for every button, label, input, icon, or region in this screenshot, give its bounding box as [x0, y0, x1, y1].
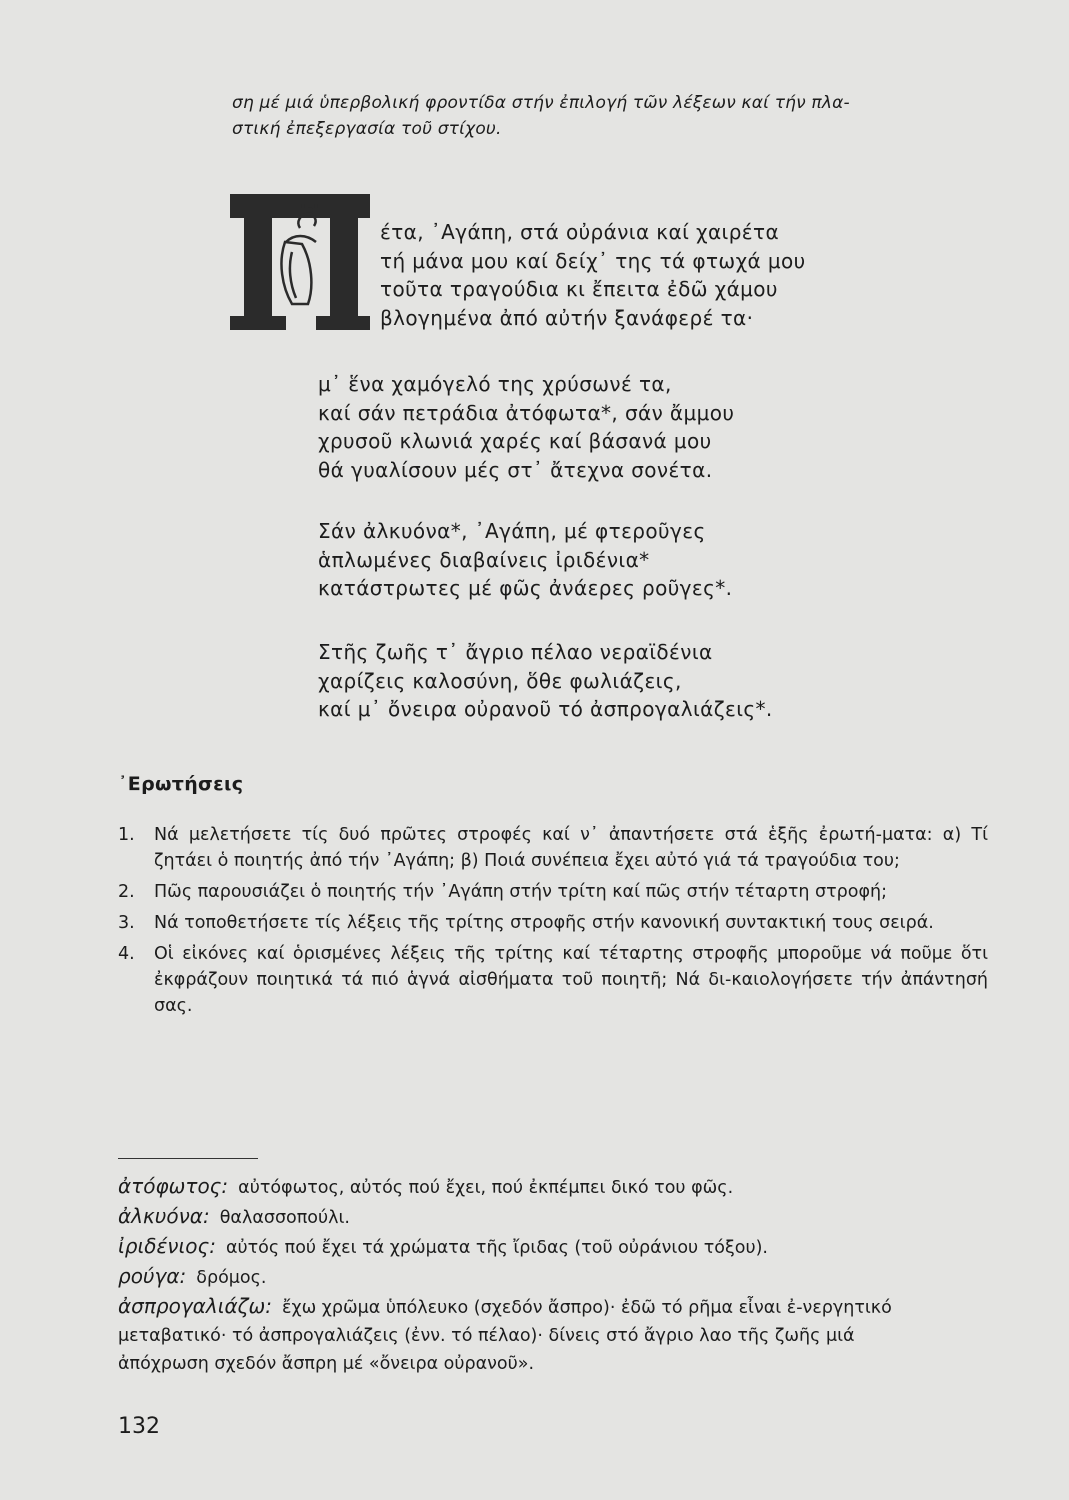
- glossary-term: ἰριδένιος:: [118, 1234, 216, 1258]
- verse-line: τή μάνα μου καί δείχ᾿ της τά φτωχά μου: [380, 248, 806, 273]
- question-text: Νά τοποθετήσετε τίς λέξεις τῆς τρίτης στροφῆς στήν κανονική συντακτική τους σειρά.: [154, 913, 934, 933]
- glossary-term: ἀλκυόνα:: [118, 1204, 210, 1228]
- question-item: [118, 910, 988, 936]
- question-number: 4.: [118, 944, 135, 964]
- glossary-entry: [118, 1232, 918, 1262]
- question-number: 1.: [118, 825, 135, 845]
- question-text: Πῶς παρουσιάζει ὁ ποιητής τήν ᾿Αγάπη στήν τρίτη καί πῶς στήν τέταρτη στροφή;: [154, 882, 887, 902]
- verse-line: μ᾿ ἕνα χαμόγελό της χρύσωνέ τα,: [318, 372, 672, 396]
- glossary-entry: [118, 1292, 918, 1378]
- question-item: [118, 941, 988, 1019]
- glossary-definition: δρόμος.: [196, 1268, 267, 1288]
- verse-line: Στῆς ζωῆς τ᾿ ἄγριο πέλαο νεραϊδένια: [318, 640, 713, 664]
- glossary-entry: [118, 1262, 918, 1292]
- glossary-definition: αὐτός πού ἔχει τά χρώματα τῆς ἴριδας (τοῦ οὐράνιου τόξου).: [225, 1238, 768, 1258]
- verse-line: καί σάν πετράδια ἀτόφωτα*, σάν ἄμμου: [318, 400, 735, 425]
- glossary-entry: [118, 1202, 918, 1232]
- questions-list: [118, 822, 988, 1024]
- question-number: 3.: [118, 913, 135, 933]
- verse-line: κατάστρωτες μέ φῶς ἀνάερες ροῦγες*.: [318, 576, 733, 600]
- glossary-definition: ἔχω χρῶμα ὑπόλευκο (σχεδόν ἄσπρο)· ἐδῶ τό ρῆμα εἶναι ἐ-νεργητικό μεταβατικό· τό ἀσπρογαλιάζεις (ἐνν. τό πέλαο)· δίνεις στό ἄγριο λαο τῆς ζωῆς μιά ἀπόχρωση σχεδόν ἄσπρη μέ «ὄνειρα οὐρανοῦ».: [118, 1298, 892, 1374]
- verse-line: έτα, ᾿Αγάπη, στά οὐράνια καί χαιρέτα: [380, 220, 780, 244]
- footnote-divider: [118, 1158, 258, 1159]
- verse-line: βλογημένα ἀπό αὐτήν ξανάφερέ τα·: [380, 305, 754, 330]
- glossary-term: ρούγα:: [118, 1264, 187, 1288]
- verse-line: ἁπλωμένες διαβαίνεις ἰριδένια*: [318, 547, 650, 572]
- page-number: 132: [118, 1414, 160, 1439]
- question-text: Νά μελετήσετε τίς δυό πρῶτες στροφές καί ν᾿ ἀπαντήσετε στά ἑξῆς ἐρωτή-ματα: α) Τί ζητάει ὁ ποιητής ἀπό τήν ᾿Αγάπη; β) Ποιά συνέπεια ἔχει αὐτό γιά τά τραγούδια του;: [154, 825, 988, 871]
- verse-line: χρυσοῦ κλωνιά χαρές καί βάσανά μου: [318, 429, 712, 453]
- intro-line: ση μέ μιά ὑπερβολική φροντίδα στήν ἐπιλογή τῶν λέξεων καί τήν πλα-: [232, 93, 850, 113]
- dropcap-pi-ornament: [230, 192, 370, 332]
- poem-stanza-4: [318, 638, 773, 724]
- poem-stanza-3: [318, 517, 732, 603]
- verse-line: Σάν ἀλκυόνα*, ᾿Αγάπη, μέ φτεροῦγες: [318, 519, 706, 543]
- questions-heading: ᾿Ερωτήσεις: [118, 773, 244, 795]
- dropcap-pi-icon: [230, 192, 370, 332]
- poem-stanza-2: [318, 370, 734, 484]
- glossary-definition: θαλασσοπούλι.: [219, 1208, 350, 1228]
- glossary: [118, 1172, 918, 1378]
- intro-line: στική ἐπεξεργασία τοῦ στίχου.: [232, 119, 502, 139]
- verse-line: χαρίζεις καλοσύνη, ὅθε φωλιάζεις,: [318, 668, 682, 693]
- intro-paragraph: [232, 90, 992, 142]
- verse-line: καί μ᾿ ὄνειρα οὐρανοῦ τό ἀσπρογαλιάζεις*.: [318, 697, 773, 721]
- question-text: Οἱ εἰκόνες καί ὁρισμένες λέξεις τῆς τρίτης καί τέταρτης στροφῆς μποροῦμε νά ποῦμε ὅτι ἐκφράζουν ποιητικά τά πιό ἁγνά αἰσθήματα τοῦ ποιητῆ; Νά δι-καιολογήσετε τήν ἀπάντησή σας.: [154, 944, 988, 1016]
- glossary-entry: [118, 1172, 918, 1202]
- glossary-term: ἀτόφωτος:: [118, 1174, 229, 1198]
- glossary-term: ἀσπρογαλιάζω:: [118, 1294, 273, 1318]
- verse-line: τοῦτα τραγούδια κι ἔπειτα ἐδῶ χάμου: [380, 277, 778, 301]
- question-item: [118, 879, 988, 905]
- question-item: [118, 822, 988, 874]
- glossary-definition: αὐτόφωτος, αὐτός πού ἔχει, πού ἐκπέμπει δικό του φῶς.: [238, 1178, 734, 1198]
- poem-stanza-1: [380, 218, 806, 332]
- verse-line: θά γυαλίσουν μές στ᾿ ἄτεχνα σονέτα.: [318, 457, 713, 482]
- question-number: 2.: [118, 882, 135, 902]
